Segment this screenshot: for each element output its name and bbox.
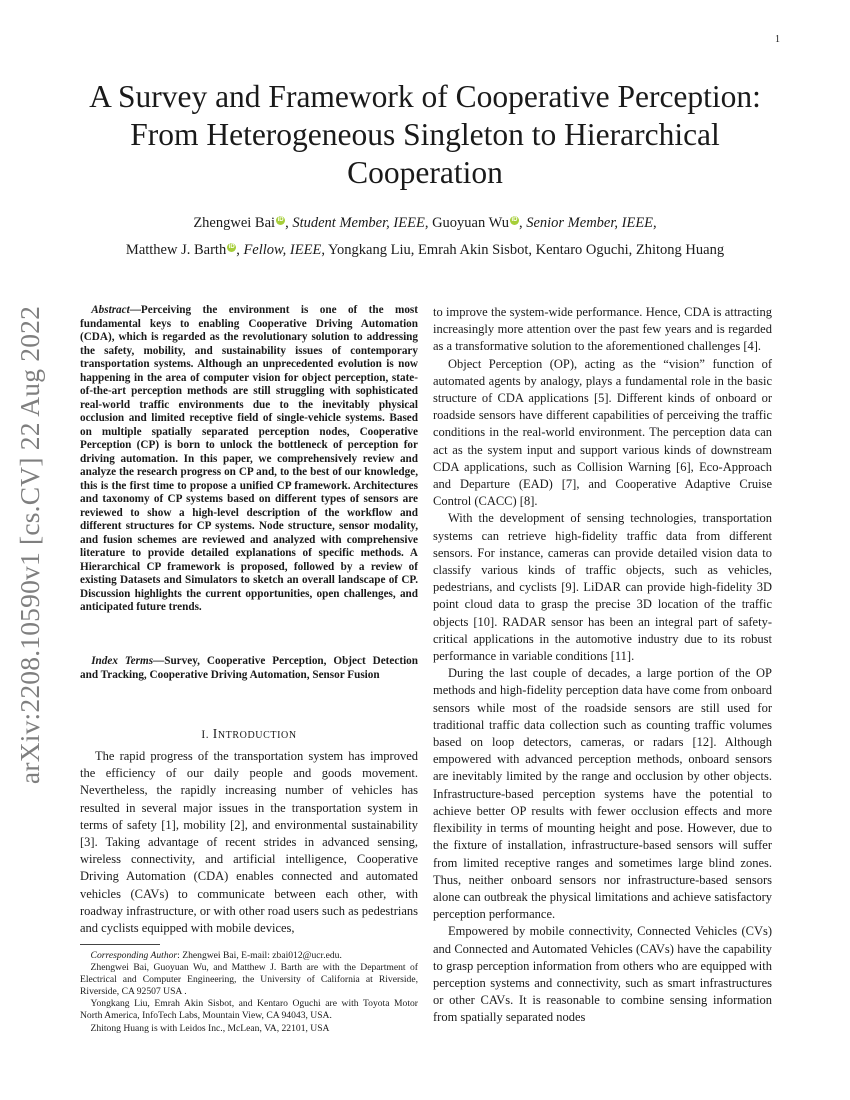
orcid-icon[interactable]: iD — [511, 217, 518, 223]
paragraph: Object Perception (OP), acting as the “vision” function of automated agents by analogy, plays a fundamental role in the basic structure of CDA applications [5]. Different kinds of onboard or roadside sensors have different capabilities of perceiving the traffic conditions in the real-world environment. The perception data can act as the system input and support various kinds of downstream CDA applications, such as Collision Warning [6], Eco-Approach and Departure (EAD) [7], and Cooperative Adaptive Cruise Control (CACC) [8]. — [433, 356, 772, 509]
page-number: 1 — [775, 34, 780, 45]
paragraph: The rapid progress of the transportation system has improved the efficiency of our daily people and goods movement. Nevertheless, the rapidly increasing number of vehicles has resulted in several major issues in the transportation system in terms of safety [1], mobility [2], and environmental sustainability [3]. Taking advantage of recent strides in advanced sensing, wireless connectivity, and artificial intelligence, Cooperative Driving Automation (CDA) enables connected and automated vehicles (CAVs) to communicate between each other, with roadway infrastructure, or with other road users such as pedestrians and cyclists equipped with mobile devices, — [80, 749, 418, 936]
section-heading-introduction: I. INTRODUCTION — [201, 726, 297, 741]
footnotes — [80, 950, 418, 1035]
paragraph: to improve the system-wide performance. Hence, CDA is attracting increasingly more attention over the past few years and is regarded as a transformative solution to the aforementioned challenges [4]. — [433, 305, 772, 354]
abstract — [80, 304, 418, 615]
orcid-icon[interactable]: iD — [228, 244, 235, 250]
footnote-divider — [80, 944, 160, 945]
paper-title: A Survey and Framework of Cooperative Perception: From Heterogeneous Singleton to Hierarchical Cooperation — [89, 79, 761, 190]
footnote: Zhitong Huang is with Leidos Inc., McLean, VA, 22101, USA — [90, 1022, 330, 1034]
footnote: Yongkang Liu, Emrah Akin Sisbot, and Kentaro Oguchi are with Toyota Motor North America, InfoTech Labs, Mountain View, CA 94043, USA. — [80, 998, 418, 1022]
abstract-text: —Perceiving the environment is one of the most fundamental keys to enabling Cooperative Driving Automation (CDA), which is regarded as the revolutionary solution to addressing the safety, mobility, and sustainability issues of contemporary transportation systems. Although an unprecedented evolution is now happening in the area of computer vision for object perception, state-of-the-art perception methods are still struggling with sophisticated real-world traffic environments due to the inevitably physical occlusion and limited receptive field of single-vehicle systems. Based on multiple spatially separated perception nodes, Cooperative Perception (CP) is born to unlock the bottleneck of perception for driving automation. In this paper, we comprehensively review and analyze the research progress on CP and, to the best of our knowledge, this is the first time to propose a unified CP framework. Architectures and taxonomy of CP systems based on different types of sensors are reviewed to show a high-level description of the workflow and different structures for CP systems. Node structure, sensor modality, and fusion schemes are reviewed and analyzed with comprehensive literature to provide detailed explanations of specific methods. A Hierarchical CP framework is proposed, followed by a review of existing Datasets and Simulators to sketch an overall landscape of CP. Discussion highlights the current opportunities, open challenges, and anticipated future trends. — [80, 304, 418, 613]
index-terms — [80, 655, 418, 682]
introduction-body — [80, 748, 418, 937]
author-line-1: Zhengwei Bai iD , Student Member, IEEE, Guoyuan Wu iD , Senior Member, IEEE, — [193, 215, 657, 231]
author-name: Matthew J. Barth — [125, 242, 227, 258]
author-name: Guoyuan Wu — [432, 215, 509, 231]
orcid-icon[interactable]: iD — [277, 217, 284, 223]
footnote-corresponding: Corresponding Author: Zhengwei Bai, E-mail: zbai012@ucr.edu. — [90, 950, 342, 961]
index-terms-label: Index Terms — [91, 655, 154, 667]
author-names-rest: , Yongkang Liu, Emrah Akin Sisbot, Kentaro Oguchi, Zhitong Huang — [321, 242, 725, 258]
paragraph: During the last couple of decades, a large portion of the OP methods and high-fidelity perception data have come from onboard sensors while most of the roadside sensors are still used for traditional traffic data collection such as counting traffic volumes based on loop detectors, cameras, or radars [12]. Although empowered with advanced perception methods, onboard sensors are inevitably limited by the range and occlusion by other objects. Infrastructure-based perception systems have the potential to achieve better OP results with fewer occlusion effects and more flexibility in terms of mounting height and pose. However, due to the fixture of installation, infrastructure-based sensors will suffer from limited receptive ranges and sometimes large blind zones. Thus, neither onboard sensors nor infrastructure-based sensors alone can outbreak the physical limitations and achieve satisfactory perception performance. — [433, 666, 772, 922]
author-membership: Fellow, IEEE — [243, 242, 322, 258]
author-line-2: Matthew J. Barth iD , Fellow, IEEE, Yongkang Liu, Emrah Akin Sisbot, Kentaro Oguchi, Zhitong Huang — [125, 242, 725, 258]
author-name: Zhengwei Bai — [193, 215, 276, 231]
paragraph: With the development of sensing technologies, transportation systems can retrieve high-fidelity traffic data from different sensors. For instance, cameras can provide detailed vision data to classify various kinds of traffic objects, such as vehicles, pedestrians, and cyclists [9]. LiDAR can provide high-fidelity 3D point cloud data to grasp the precise 3D location of the traffic objects [10]. RADAR sensor has been an integral part of safety-critical applications in the automotive industry due to its robust performance in variable conditions [11]. — [433, 511, 772, 664]
author-list — [60, 210, 790, 264]
author-membership: Senior Member, IEEE — [526, 215, 654, 231]
arxiv-identifier[interactable]: arXiv:2208.10590v1 [cs.CV] 22 Aug 2022 — [14, 305, 45, 785]
paragraph: Empowered by mobile connectivity, Connected Vehicles (CVs) and Connected and Automated Vehicles (CAVs) have the capability to grasp perception information from others who are equipped with perception systems and connectivity, such as smart infrastructures or other CAVs. It is reasonable to combine sensing information from spatially separated nodes — [433, 924, 772, 1025]
author-membership: Student Member, IEEE — [292, 215, 425, 231]
index-terms-text: —Survey, Cooperative Perception, Object Detection and Tracking, Cooperative Driving Automation, Sensor Fusion — [80, 655, 418, 681]
footnote: Zhengwei Bai, Guoyuan Wu, and Matthew J. Barth are with the Department of Electrical and Computer Engineering, the University of California at Riverside, Riverside, CA 92507 USA . — [80, 962, 418, 998]
abstract-label: Abstract — [91, 304, 130, 316]
right-column-body — [433, 304, 772, 1027]
